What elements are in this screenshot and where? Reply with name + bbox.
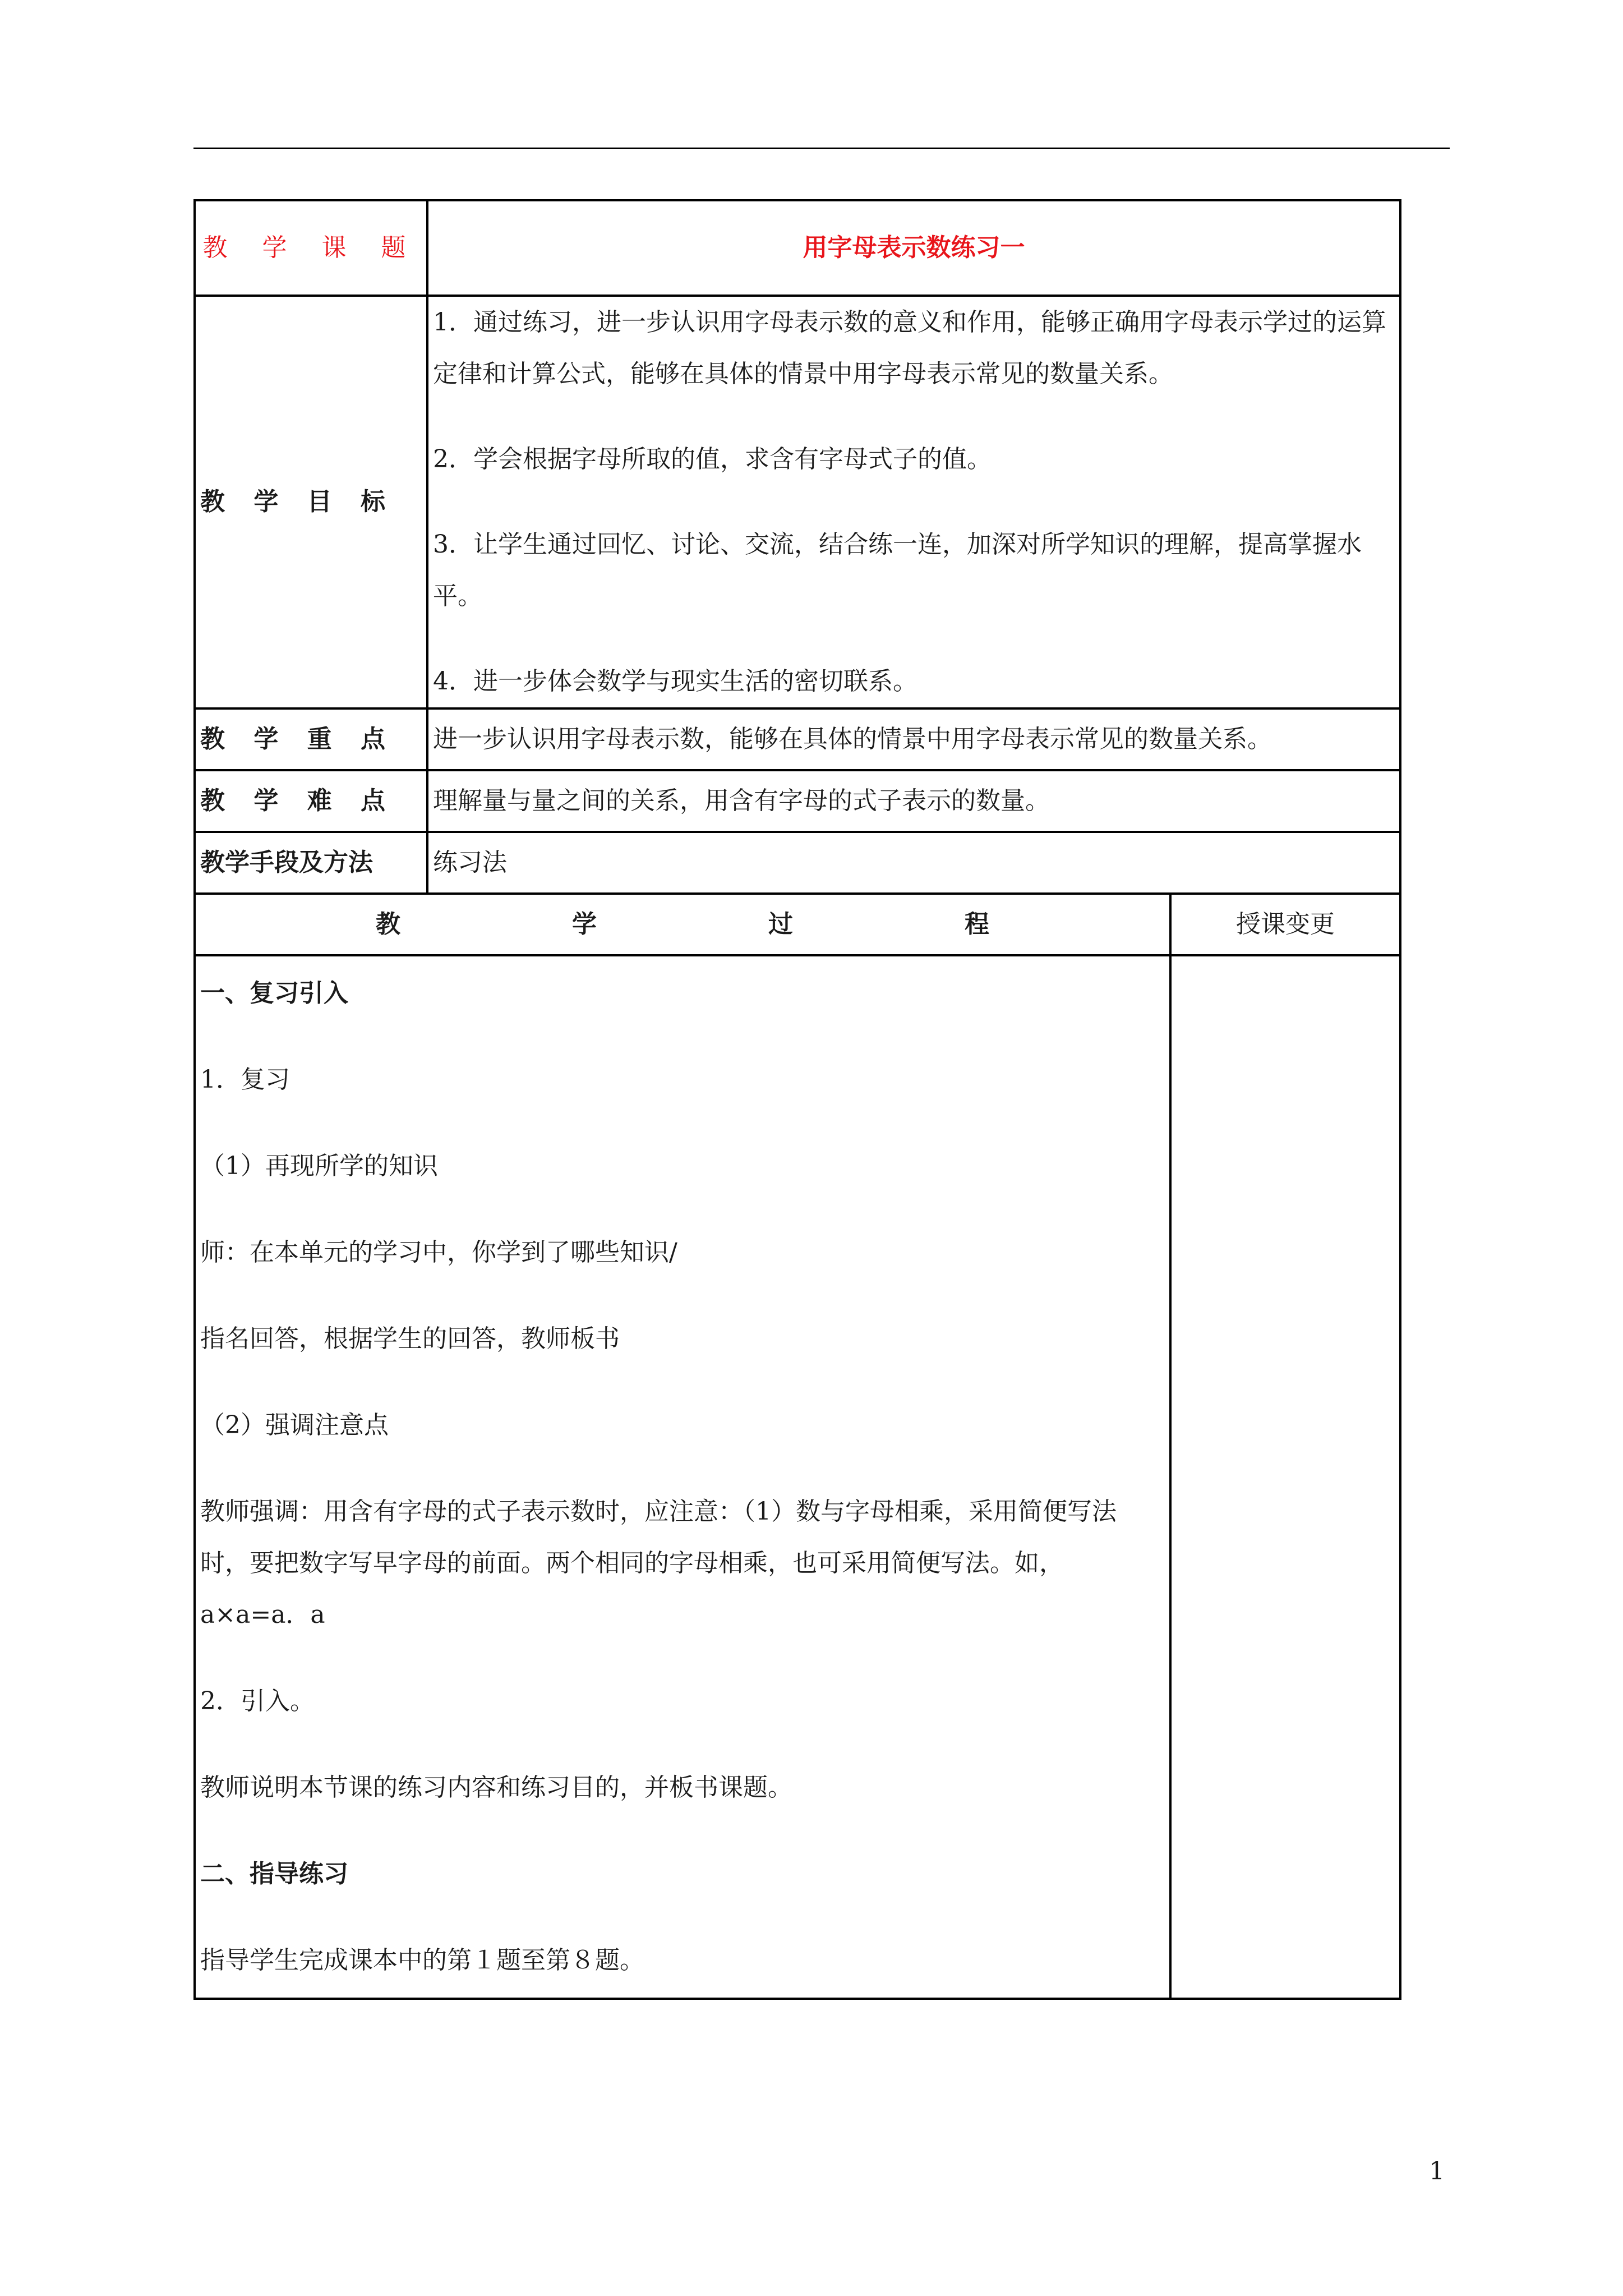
method-row xyxy=(195,832,1400,894)
process-paragraph: 教师强调：用含有字母的式子表示数时，应注意：（1）数与字母相乘，采用简便写法时，要把数字写早字母的前面。两个相同的字母相乘，也可采用简便写法。如，a×a=a．a xyxy=(200,1497,1117,1629)
process-header-char: 学 xyxy=(572,910,597,938)
process-paragraph: （2）强调注意点 xyxy=(200,1411,389,1439)
process-content xyxy=(195,955,1170,1999)
title-row xyxy=(195,200,1400,296)
objectives-row xyxy=(195,296,1400,708)
process-body-row xyxy=(195,955,1400,1999)
lesson-plan-table xyxy=(193,199,1401,2000)
difficulty-row xyxy=(195,770,1400,832)
key-point-label: 教 学 重 点 xyxy=(195,708,427,770)
change-column xyxy=(1170,955,1400,1999)
process-header-char: 程 xyxy=(965,910,989,938)
page-number: 1 xyxy=(1429,2157,1445,2185)
key-point-row xyxy=(195,708,1400,770)
objective-item: 2．学会根据字母所取的值，求含有字母式子的值。 xyxy=(433,445,992,473)
change-header: 授课变更 xyxy=(1170,894,1400,955)
process-paragraph: 2．引入。 xyxy=(200,1687,315,1715)
objective-item: 3．让学生通过回忆、讨论、交流，结合练一连，加深对所学知识的理解，提高掌握水平。 xyxy=(433,530,1362,610)
process-header-char: 教 xyxy=(376,910,400,938)
objectives-label: 教 学 目 标 xyxy=(195,296,427,708)
method-text: 练习法 xyxy=(427,832,1400,894)
process-paragraph: 教师说明本节课的练习内容和练习目的，并板书课题。 xyxy=(200,1773,792,1802)
process-header-row xyxy=(195,894,1400,955)
title-label: 教 学 课 题 xyxy=(195,200,427,296)
difficulty-text: 理解量与量之间的关系，用含有字母的式子表示的数量。 xyxy=(427,770,1400,832)
process-header-char: 过 xyxy=(768,910,793,938)
difficulty-label: 教 学 难 点 xyxy=(195,770,427,832)
header-rule xyxy=(193,148,1450,149)
process-paragraph: 师：在本单元的学习中，你学到了哪些知识/ xyxy=(200,1238,677,1267)
method-label: 教学手段及方法 xyxy=(195,832,427,894)
process-paragraph: 指名回答，根据学生的回答，教师板书 xyxy=(200,1324,620,1353)
process-paragraph: 指导学生完成课本中的第１题至第８题。 xyxy=(200,1946,644,1975)
key-point-text: 进一步认识用字母表示数，能够在具体的情景中用字母表示常见的数量关系。 xyxy=(427,708,1400,770)
process-header xyxy=(195,894,1170,955)
process-paragraph: （1）再现所学的知识 xyxy=(200,1152,438,1180)
objective-item: 4．进一步体会数学与现实生活的密切联系。 xyxy=(433,667,917,696)
lesson-title: 用字母表示数练习一 xyxy=(427,200,1400,296)
section-review-title: 一、复习引入 xyxy=(200,979,348,1007)
section-practice-title: 二、指导练习 xyxy=(200,1860,348,1888)
process-paragraph: 1．复习 xyxy=(200,1065,290,1094)
objectives-cell xyxy=(427,296,1400,708)
objective-item: 1．通过练习，进一步认识用字母表示数的意义和作用，能够正确用字母表示学过的运算定律和计算公式，能够在具体的情景中用字母表示常见的数量关系。 xyxy=(433,308,1386,388)
